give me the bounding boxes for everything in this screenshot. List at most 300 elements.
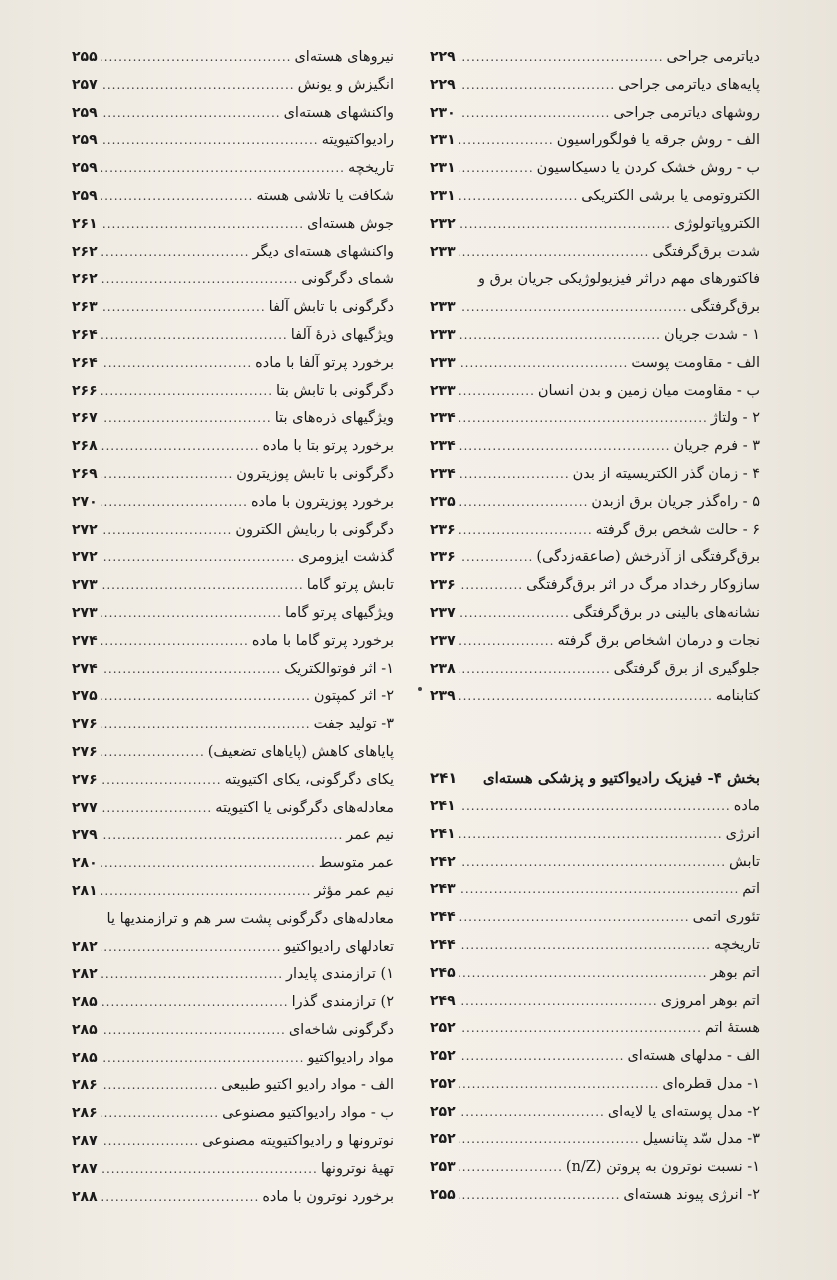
toc-leader-dots — [101, 1184, 260, 1212]
toc-leader-dots — [101, 72, 295, 100]
toc-entry-page: ۲۵۲ — [430, 1020, 456, 1037]
toc-leader-dots — [101, 878, 312, 906]
toc-leader-dots — [101, 1045, 305, 1073]
toc-leader-dots — [101, 239, 250, 267]
toc-leader-dots — [459, 793, 731, 821]
toc-entry — [430, 155, 760, 183]
toc-entry-title: فاکتورهای مهم دراثر فیزیولوژیکی جریان برق و — [477, 271, 760, 288]
toc-entry-page: ۲۸۵ — [72, 1049, 98, 1066]
toc-leader-dots — [101, 683, 311, 711]
toc-leader-dots — [459, 656, 611, 684]
toc-entry-page: ۲۷۲ — [72, 549, 98, 566]
toc-entry — [72, 1156, 394, 1184]
toc-entry-page: ۲۷۹ — [72, 827, 98, 844]
toc-leader-dots — [101, 44, 292, 72]
toc-entry — [72, 795, 394, 823]
toc-leader-dots — [101, 350, 253, 378]
toc-entry-page: ۲۳۶ — [430, 521, 456, 538]
toc-entry — [72, 572, 394, 600]
toc-leader-dots — [459, 1015, 702, 1043]
toc-entry-page: ۲۷۵ — [72, 688, 98, 705]
toc-entry-title: شکافت یا تلاشی هسته — [256, 187, 394, 204]
toc-entry — [72, 961, 394, 989]
toc-entry — [72, 239, 394, 267]
toc-entry — [72, 628, 394, 656]
toc-entry — [72, 1184, 394, 1212]
toc-entry-page: ۲۸۷ — [72, 1133, 98, 1150]
toc-entry-title: برخورد پوزیترون با ماده — [250, 493, 394, 510]
toc-leader-dots — [459, 1126, 640, 1154]
toc-entry-title: یکای دگرگونی، یکای اکتیویته — [224, 771, 394, 788]
toc-entry-title: نیروهای هسته‌ای — [294, 49, 394, 65]
toc-entry-page: ۲۵۹ — [72, 132, 98, 149]
toc-entry-title: نیم عمر — [346, 827, 394, 844]
toc-entry — [430, 322, 760, 350]
toc-entry-page: ۲۳۶ — [430, 549, 456, 566]
toc-entry-page: ۲۳۵ — [430, 493, 456, 510]
toc-entry — [430, 821, 760, 849]
toc-entry — [430, 600, 760, 628]
toc-entry-title: اتم — [742, 881, 760, 898]
toc-entry — [72, 155, 394, 183]
toc-entry — [72, 461, 394, 489]
toc-entry-page: ۲۷۰ — [72, 493, 98, 510]
toc-entry-title: تهیهٔ نوترونها — [320, 1160, 394, 1177]
toc-entry-title: الکتروپاتولوژی — [673, 215, 760, 232]
toc-entry-title: ۳ - فرم جریان — [673, 438, 760, 455]
toc-entry-page: ۲۳۶ — [430, 577, 456, 594]
toc-leader-dots — [101, 795, 213, 823]
toc-entry-page: ۲۴۹ — [430, 992, 456, 1009]
toc-entry — [430, 100, 760, 128]
toc-entry-page: ۲۸۵ — [72, 1021, 98, 1038]
toc-entry-title: ۵ - راه‌گذر جریان برق ازبدن — [591, 493, 760, 510]
toc-entry — [430, 461, 760, 489]
toc-entry-page: ۲۷۴ — [72, 632, 98, 649]
toc-entry-title: کتابنامه — [715, 688, 760, 705]
toc-entry-page: ۲۸۷ — [72, 1160, 98, 1177]
toc-entry-title: ۲ - ولتاژ — [710, 410, 760, 427]
toc-leader-dots — [101, 850, 316, 878]
toc-entry-page: ۲۵۷ — [72, 76, 98, 93]
toc-entry-page: ۲۶۴ — [72, 326, 98, 343]
toc-entry — [72, 544, 394, 572]
toc-leader-dots — [459, 544, 534, 572]
toc-entry-page: ۲۳۹ — [430, 688, 456, 705]
toc-entry-title: جوش هسته‌ای — [307, 215, 394, 232]
toc-entry-title: تابش پرتو گاما — [306, 577, 394, 594]
toc-entry — [430, 127, 760, 155]
toc-entry-title: دیاترمی جراحی — [666, 49, 760, 65]
toc-leader-dots — [101, 1017, 286, 1045]
toc-leader-dots — [101, 183, 254, 211]
toc-entry-title: ویژگیهای ذره‌های بتا — [274, 410, 394, 427]
toc-entry-title: عمر متوسط — [318, 855, 394, 872]
toc-entry-page: ۲۳۱ — [430, 132, 456, 149]
toc-entry — [72, 850, 394, 878]
toc-entry — [430, 405, 760, 433]
toc-entry-title: معادله‌های دگرگونی یا اکتیویته — [215, 799, 394, 816]
toc-left-list — [72, 44, 394, 1211]
toc-entry-page: ۲۵۲ — [430, 1131, 456, 1148]
toc-entry-title: ۱- مدل قطره‌ای — [662, 1075, 760, 1092]
toc-entry — [72, 1100, 394, 1128]
toc-entry — [430, 183, 760, 211]
toc-entry — [430, 378, 760, 406]
toc-entry-title: اتم بوهر امروزی — [660, 992, 760, 1009]
toc-leader-dots — [459, 322, 661, 350]
toc-entry-page: ۲۵۹ — [72, 187, 98, 204]
toc-entry-page: ۲۷۷ — [72, 799, 98, 816]
toc-entry — [430, 988, 760, 1016]
toc-entry-title: نوترونها و رادیواکتیویته مصنوعی — [202, 1133, 394, 1150]
toc-entry-page: ۲۴۵ — [430, 964, 456, 981]
toc-entry — [72, 211, 394, 239]
toc-leader-dots — [459, 849, 726, 877]
toc-entry — [430, 1015, 760, 1043]
toc-entry-title: دگرگونی با ربایش الکترون — [235, 521, 394, 538]
toc-leader-dots — [459, 1154, 563, 1182]
toc-entry — [430, 628, 760, 656]
toc-entry-page: ۲۵۲ — [430, 1048, 456, 1065]
toc-entry-title: ۱ - شدت جریان — [663, 326, 760, 343]
toc-leader-dots — [101, 461, 234, 489]
toc-entry-title: ۳- تولید جفت — [313, 716, 394, 733]
toc-entry — [430, 1154, 760, 1182]
toc-entry-title: الف - مدلهای هسته‌ای — [627, 1048, 760, 1065]
toc-entry-page: ۲۳۳ — [430, 326, 456, 343]
toc-entry-title: شمای دگرگونی — [301, 271, 394, 288]
toc-leader-dots — [459, 183, 579, 211]
toc-entry-title: تاریخچه — [714, 936, 760, 953]
toc-entry-title: روشهای دیاترمی جراحی — [613, 104, 760, 121]
toc-entry-page: ۲۳۷ — [430, 604, 456, 621]
toc-entry — [72, 350, 394, 378]
toc-entry — [72, 405, 394, 433]
toc-entry-title: برخورد پرتو گاما با ماده — [251, 632, 394, 649]
toc-entry — [430, 1099, 760, 1127]
toc-entry-title: برخورد پرتو بتا با ماده — [262, 438, 394, 455]
toc-entry — [72, 1017, 394, 1045]
toc-entry-page: ۲۵۵ — [430, 1187, 456, 1204]
toc-entry-title: ۴ - زمان گذر الکتریسیته از بدن — [572, 465, 760, 482]
toc-entry-title: ۲- اثر کمپتون — [313, 688, 394, 705]
toc-entry-page: ۲۳۳ — [430, 243, 456, 260]
toc-leader-dots — [459, 44, 664, 72]
toc-leader-dots — [459, 821, 723, 849]
toc-leader-dots — [101, 628, 249, 656]
toc-leader-dots — [101, 294, 266, 322]
toc-entry — [72, 322, 394, 350]
toc-entry — [72, 600, 394, 628]
toc-entry-page: ۲۳۷ — [430, 632, 456, 649]
toc-entry-title: گذشت ایزومری — [298, 549, 394, 566]
toc-right-column — [430, 44, 760, 1210]
toc-entry-title: ۲- مدل پوسته‌ای یا لایه‌ای — [607, 1103, 760, 1120]
toc-leader-dots — [459, 1071, 660, 1099]
toc-entry — [430, 294, 760, 322]
toc-entry-title: ۱- اثر فوتوالکتریک — [284, 660, 394, 677]
toc-entry — [430, 572, 760, 600]
toc-entry — [430, 239, 760, 267]
toc-right-top-list — [430, 44, 760, 711]
page-speck — [418, 687, 422, 691]
toc-leader-dots — [101, 100, 281, 128]
toc-entry — [72, 294, 394, 322]
toc-leader-dots — [459, 378, 535, 406]
toc-entry — [72, 489, 394, 517]
toc-entry — [72, 1128, 394, 1156]
toc-entry — [430, 350, 760, 378]
toc-entry — [430, 517, 760, 545]
toc-entry — [72, 100, 394, 128]
toc-leader-dots — [459, 683, 713, 711]
toc-entry-title: سازوکار رخداد مرگ در اثر برق‌گرفتگی — [526, 577, 760, 594]
toc-entry — [72, 906, 394, 934]
toc-entry-page: ۲۷۳ — [72, 577, 98, 594]
toc-entry-page: ۲۸۶ — [72, 1077, 98, 1094]
toc-entry — [72, 822, 394, 850]
toc-entry — [72, 517, 394, 545]
section-gap — [430, 711, 760, 765]
toc-leader-dots — [459, 433, 671, 461]
toc-entry-page: ۲۳۲ — [430, 215, 456, 232]
toc-entry-title: انگیزش و یونش — [297, 76, 394, 93]
toc-entry-title: ۱- نسبت نوترون به پروتن (n/Z) — [565, 1159, 760, 1176]
toc-entry-title: الف - روش جرقه یا فولگوراسیون — [556, 132, 760, 149]
toc-entry-title: الف - مواد رادیو اکتیو طبیعی — [221, 1077, 394, 1094]
toc-entry-page: ۲۸۶ — [72, 1105, 98, 1122]
toc-leader-dots — [101, 1100, 219, 1128]
toc-entry-title: نشانه‌های بالینی در برق‌گرفتگی — [572, 604, 760, 621]
toc-entry — [430, 1043, 760, 1071]
toc-leader-dots — [101, 656, 282, 684]
toc-entry-page: ۲۶۷ — [72, 410, 98, 427]
toc-entry — [72, 934, 394, 962]
toc-entry — [72, 739, 394, 767]
toc-leader-dots — [101, 266, 299, 294]
toc-entry-title: ۲) ترازمندی گذرا — [291, 994, 394, 1011]
toc-entry-title: دگرگونی با تابش پوزیترون — [236, 465, 394, 482]
toc-entry — [430, 960, 760, 988]
toc-entry — [72, 72, 394, 100]
toc-entry-page: ۲۳۳ — [430, 382, 456, 399]
toc-entry — [72, 989, 394, 1017]
toc-entry-page: ۲۸۱ — [72, 882, 98, 899]
toc-entry-page: ۲۳۴ — [430, 465, 456, 482]
toc-entry — [430, 793, 760, 821]
toc-leader-dots — [101, 822, 344, 850]
toc-entry-page: ۲۴۲ — [430, 853, 456, 870]
toc-entry — [72, 44, 394, 72]
toc-leader-dots — [101, 127, 319, 155]
toc-entry-page: ۲۳۴ — [430, 438, 456, 455]
toc-entry-page: ۲۸۵ — [72, 994, 98, 1011]
toc-leader-dots — [459, 1099, 605, 1127]
toc-leader-dots — [101, 989, 289, 1017]
toc-entry-title: ب - روش خشک کردن یا دسیکاسیون — [536, 160, 760, 177]
toc-entry-page: ۲۳۳ — [430, 299, 456, 316]
toc-entry-page: ۲۳۱ — [430, 160, 456, 177]
toc-leader-dots — [101, 378, 273, 406]
toc-entry-page: ۲۷۳ — [72, 604, 98, 621]
toc-leader-dots — [459, 239, 650, 267]
toc-entry — [72, 378, 394, 406]
toc-leader-dots — [101, 711, 311, 739]
toc-entry-title: الکتروتومی یا برشی الکتریکی — [581, 187, 760, 204]
toc-entry-page: ۲۶۲ — [72, 243, 98, 260]
toc-entry-title: انرژی — [725, 825, 760, 842]
toc-entry-page: ۲۵۵ — [72, 49, 98, 65]
section-heading — [430, 765, 760, 793]
toc-entry-title: جلوگیری از برق گرفتگی — [613, 660, 760, 677]
toc-entry-title: شدت برق‌گرفتگی — [652, 243, 760, 260]
toc-leader-dots — [101, 322, 288, 350]
toc-entry-page: ۲۸۸ — [72, 1188, 98, 1205]
toc-entry-title: واکنشهای هسته‌ای — [283, 104, 394, 121]
toc-entry-title: مواد رادیواکتیو — [307, 1049, 394, 1066]
toc-entry-page: ۲۷۶ — [72, 743, 98, 760]
toc-leader-dots — [459, 350, 629, 378]
toc-entry-page: ۲۸۲ — [72, 966, 98, 983]
toc-entry-page: ۲۶۳ — [72, 299, 98, 316]
toc-entry — [430, 683, 760, 711]
toc-entry-page: ۲۴۴ — [430, 909, 456, 926]
toc-entry-title: پایه‌های دیاترمی جراحی — [618, 76, 760, 93]
toc-entry-page: ۲۵۳ — [430, 1159, 456, 1176]
toc-leader-dots — [101, 489, 248, 517]
toc-entry-page: ۲۳۰ — [430, 104, 456, 121]
toc-leader-dots — [101, 572, 304, 600]
toc-entry — [430, 932, 760, 960]
toc-entry-page: ۲۸۲ — [72, 938, 98, 955]
toc-entry-page: ۲۶۶ — [72, 382, 98, 399]
toc-entry-title: تئوری اتمی — [692, 909, 760, 926]
toc-entry — [430, 266, 760, 294]
toc-entry-title: هستهٔ اتم — [704, 1020, 760, 1037]
toc-entry-title: برق‌گرفتگی از آذرخش (صاعقه‌زدگی) — [536, 549, 760, 566]
toc-entry-page: ۲۶۹ — [72, 465, 98, 482]
toc-entry — [72, 266, 394, 294]
toc-entry — [72, 433, 394, 461]
toc-entry — [430, 1126, 760, 1154]
toc-entry-title: ۲- انرژی پیوند هسته‌ای — [623, 1187, 760, 1204]
toc-entry-page: ۲۷۶ — [72, 771, 98, 788]
toc-leader-dots — [459, 904, 690, 932]
toc-entry — [430, 44, 760, 72]
toc-leader-dots — [101, 211, 304, 239]
toc-right-bottom-list — [430, 793, 760, 1210]
toc-leader-dots — [459, 988, 658, 1016]
toc-entry-page: ۲۷۴ — [72, 660, 98, 677]
toc-entry-page: ۲۸۰ — [72, 855, 98, 872]
toc-entry — [72, 127, 394, 155]
toc-entry-title: الف - مقاومت پوست — [631, 354, 760, 371]
toc-leader-dots — [101, 1128, 200, 1156]
toc-entry-title: ب - مقاومت میان زمین و بدن انسان — [537, 382, 760, 399]
toc-leader-dots — [459, 1043, 625, 1071]
toc-entry-title: برخورد نوترون با ماده — [262, 1188, 394, 1205]
toc-entry-title: تعادلهای رادیواکتیو — [284, 938, 394, 955]
toc-entry-page: ۲۵۹ — [72, 104, 98, 121]
toc-leader-dots — [459, 1182, 621, 1210]
toc-entry-page: ۲۶۸ — [72, 438, 98, 455]
toc-entry — [72, 1045, 394, 1073]
toc-leader-dots — [459, 100, 611, 128]
toc-entry-title: ب - مواد رادیواکتیو مصنوعی — [222, 1105, 394, 1122]
toc-left-column — [72, 44, 394, 1211]
toc-leader-dots — [459, 600, 570, 628]
toc-leader-dots — [459, 294, 688, 322]
toc-entry — [430, 433, 760, 461]
toc-entry — [430, 1071, 760, 1099]
toc-leader-dots — [101, 1156, 318, 1184]
toc-entry-page: ۲۵۲ — [430, 1103, 456, 1120]
toc-entry-page: ۲۳۴ — [430, 410, 456, 427]
toc-leader-dots — [101, 433, 260, 461]
toc-entry-page: ۲۳۳ — [430, 354, 456, 371]
toc-entry-title: تابش — [729, 853, 760, 870]
toc-leader-dots — [459, 517, 593, 545]
toc-entry-title: ۳- مدل سّد پتانسیل — [642, 1131, 760, 1148]
toc-leader-dots — [101, 739, 205, 767]
toc-leader-dots — [101, 600, 282, 628]
toc-entry-title: پایاهای کاهش (پایاهای تضعیف) — [207, 743, 394, 760]
toc-leader-dots — [459, 72, 616, 100]
toc-entry-page: ۲۴۱ — [430, 825, 456, 842]
toc-entry-title: معادله‌های دگرگونی پشت سر هم و ترازمندیها یا — [106, 910, 394, 927]
toc-entry-title: ۶ - حالت شخص برق گرفته — [595, 521, 760, 538]
toc-entry-title: نجات و درمان اشخاص برق گرفته — [557, 632, 760, 649]
toc-entry-title: دگرگونی شاخه‌ای — [288, 1021, 394, 1038]
toc-entry-title: اتم بوهر — [710, 964, 760, 981]
toc-leader-dots — [459, 489, 589, 517]
toc-entry — [72, 1072, 394, 1100]
toc-leader-dots — [459, 405, 708, 433]
toc-entry — [72, 683, 394, 711]
toc-entry-page: ۲۶۱ — [72, 215, 98, 232]
toc-leader-dots — [101, 517, 233, 545]
toc-entry-title: تاریخچه — [348, 160, 394, 177]
toc-leader-dots — [459, 572, 523, 600]
toc-entry — [430, 876, 760, 904]
toc-entry-page: ۲۲۹ — [430, 76, 456, 93]
toc-entry — [430, 211, 760, 239]
section-heading-page: ۲۴۱ — [430, 769, 458, 788]
toc-entry — [430, 1182, 760, 1210]
toc-leader-dots — [101, 544, 296, 572]
toc-entry-title: دگرگونی با تابش بتا — [276, 382, 394, 399]
toc-entry-title: ماده — [733, 797, 760, 814]
toc-leader-dots — [459, 876, 740, 904]
toc-entry — [430, 544, 760, 572]
toc-entry-page: ۲۶۴ — [72, 354, 98, 371]
toc-leader-dots — [459, 932, 711, 960]
toc-leader-dots — [101, 767, 222, 795]
toc-entry — [430, 656, 760, 684]
toc-entry-title: برق‌گرفتگی — [690, 299, 760, 316]
toc-entry-title: نیم عمر مؤثر — [314, 882, 394, 899]
toc-entry — [72, 878, 394, 906]
toc-entry-page: ۲۷۲ — [72, 521, 98, 538]
toc-entry-title: واکنشهای هسته‌ای دیگر — [252, 243, 394, 260]
toc-entry-page: ۲۷۶ — [72, 716, 98, 733]
toc-entry-title: دگرگونی با تابش آلفا — [268, 299, 394, 316]
section-heading-title: بخش ۴- فیزیک رادیواکتیو و پزشکی هسته‌ای — [482, 769, 760, 788]
toc-leader-dots — [459, 211, 671, 239]
toc-entry-page: ۲۳۸ — [430, 660, 456, 677]
toc-leader-dots — [459, 127, 554, 155]
